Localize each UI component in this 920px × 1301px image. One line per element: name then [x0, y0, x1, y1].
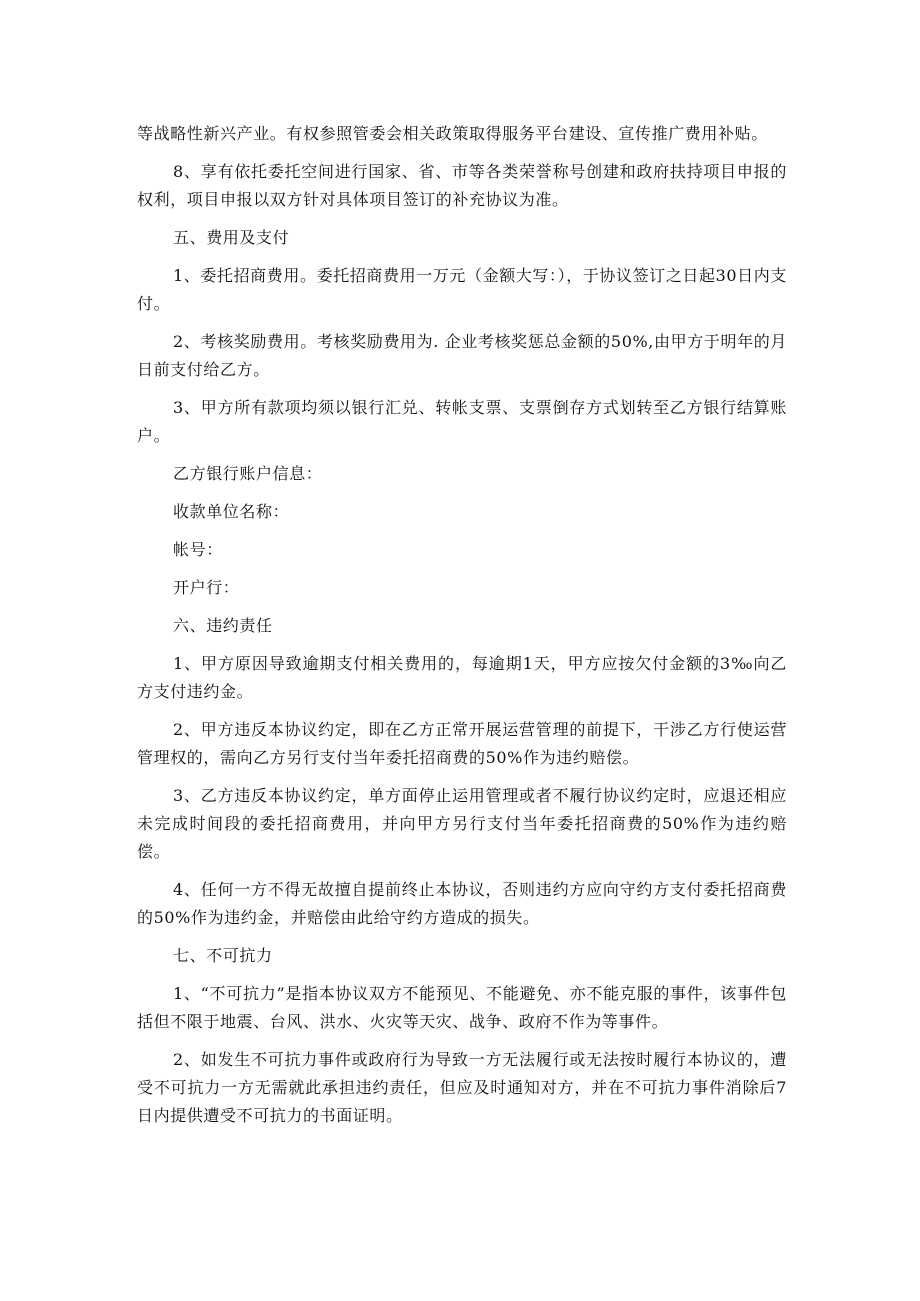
paragraph-fee-2: 2、考核奖励费用。考核奖励费用为. 企业考核奖惩总金额的50%,由甲方于明年的月日前支付给乙方。 — [137, 332, 787, 379]
payee-name-label: 收款单位名称： — [173, 502, 290, 521]
paragraph-continuation: 等战略性新兴产业。有权参照管委会相关政策取得服务平台建设、宣传推广费用补贴。 — [137, 124, 768, 143]
bank-branch-label: 开户行： — [173, 578, 240, 597]
account-number-label: 帐号： — [173, 540, 223, 559]
paragraph-force-majeure-1: 1、“不可抗力”是指本协议双方不能预见、不能避免、亦不能克服的事件，该事件包括但不限于地震、台风、洪水、火灾等天灾、战争、政府不作为等事件。 — [137, 984, 787, 1031]
paragraph-breach-3: 3、乙方违反本协议约定，单方面停止运用管理或者不履行协议约定时，应退还相应未完成时间段的委托招商费用，并向甲方另行支付当年委托招商费的50%作为违约赔偿。 — [137, 786, 787, 861]
document-page — [137, 120, 787, 1140]
paragraph-fee-3: 3、甲方所有款项均须以银行汇兑、转帐支票、支票倒存方式划转至乙方银行结算账户。 — [137, 398, 787, 445]
paragraph-force-majeure-2: 2、如发生不可抗力事件或政府行为导致一方无法履行或无法按时履行本协议的，遭受不可抗力一方无需就此承担违约责任，但应及时通知对方，并在不可抗力事件消除后7日内提供遭受不可抗力的书面证明。 — [137, 1050, 787, 1125]
paragraph-breach-4: 4、任何一方不得无故擅自提前终止本协议，否则违约方应向守约方支付委托招商费的50%作为违约金，并赔偿由此给守约方造成的损失。 — [137, 880, 787, 927]
paragraph-clause-8: 8、享有依托委托空间进行国家、省、市等各类荣誉称号创建和政府扶持项目申报的权利，项目申报以双方针对具体项目签订的补充协议为准。 — [137, 162, 787, 209]
section-heading-breach: 六、违约责任 — [173, 616, 273, 635]
paragraph-fee-1: 1、委托招商费用。委托招商费用一万元（金额大写：），于协议签订之日起30日内支付。 — [137, 266, 787, 313]
section-heading-force-majeure: 七、不可抗力 — [173, 946, 273, 965]
paragraph-breach-1: 1、甲方原因导致逾期支付相关费用的，每逾期1天，甲方应按欠付金额的3‰向乙方支付违约金。 — [137, 654, 787, 701]
paragraph-breach-2: 2、甲方违反本协议约定，即在乙方正常开展运营管理的前提下，干涉乙方行使运营管理权的，需向乙方另行支付当年委托招商费的50%作为违约赔偿。 — [137, 720, 787, 767]
bank-info-label: 乙方银行账户信息： — [173, 464, 323, 483]
section-heading-fees: 五、费用及支付 — [173, 228, 290, 247]
